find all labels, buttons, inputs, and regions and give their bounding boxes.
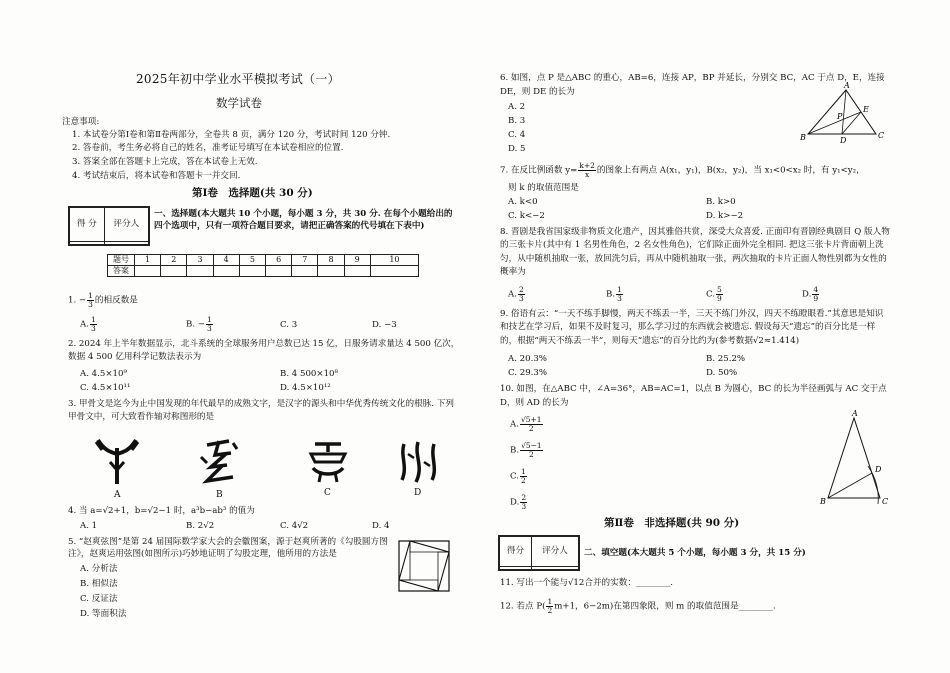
- q7-stem-line2: 则 k 的取值范围是: [508, 183, 579, 193]
- q6-triangle-figure: [800, 81, 890, 146]
- q9-stem: 9. 俗语有云：“一天不练手脚慢，两天不练丢一半，三天不练门外汉，四天不练瞪眼看.”其意思是知识和技艺在学习后，如果不及时复习，那么学习过的东西就会被遗忘. 假设每天“遗忘”的百分比是一样的，根据“两天不练丢一半”，则每天“遗忘”的百分比约为(参考数据√2≈1.414): [500, 309, 884, 346]
- q2-option-c: C. 4.5×10¹¹: [80, 383, 131, 393]
- q3-label-d: D: [414, 488, 422, 498]
- q4-option-c: C. 4√2: [280, 521, 309, 531]
- notice-item: 3. 答案全部在答题卡上完成，答在本试卷上无效.: [72, 157, 258, 167]
- q10-option-b: B. $\frac{√5-1}{2}$: [510, 441, 542, 459]
- fig-label: D: [875, 465, 882, 474]
- score-label: 得分: [500, 537, 532, 567]
- notice-heading: 注意事项:: [62, 117, 100, 127]
- q7-stem: 7. 在反比例函数 y= $\frac{k+2}{x}$ 的图象上有两点 A(x₁，y₁)，B(x₂，y₂)，当 x₁<0<x₂ 时，有 y₁<y₂，: [500, 161, 865, 179]
- q5-option-b: B. 相似法: [80, 579, 118, 589]
- score-cell[interactable]: [70, 242, 105, 245]
- answer-table-number: 6: [266, 255, 292, 266]
- q10-option-d: D. $\frac{2}{3}$: [510, 493, 527, 511]
- q4-option-b: B. 2√2: [186, 521, 215, 531]
- q7-option-c: C. k<−2: [508, 211, 545, 221]
- fig-label: E: [863, 105, 869, 114]
- answer-table: [107, 254, 419, 277]
- q2-stem: 2. 2024 年上半年数据显示，北斗系统的全球服务用户总数已达 15 亿，日服务请求量达 4 500 亿次，数据 4 500 亿用科学记数法表示为: [68, 339, 460, 363]
- q11-stem: 11. 写出一个能与√12合并的实数：________.: [500, 578, 674, 588]
- q1-option-a: A. $\frac{1}{3}$: [80, 315, 96, 333]
- answer-table-number: 7: [292, 255, 318, 266]
- q3-label-b: B: [216, 490, 223, 500]
- answer-table-number: 5: [239, 255, 265, 266]
- q10-option-c: C. $\frac{1}{2}$: [510, 467, 526, 485]
- score-label: 得 分: [70, 208, 105, 242]
- oracle-glyph-d: [396, 440, 442, 484]
- q5-option-a: A. 分析法: [80, 564, 118, 574]
- q10-triangle-figure: [820, 409, 890, 506]
- fig-label: C: [878, 131, 885, 140]
- q9-option-b: B. 25.2%: [706, 354, 746, 364]
- q8-option-d: D. $\frac{4}{9}$: [802, 285, 819, 303]
- q10-stem: 10. 如图，在△ABC 中，∠A=36°，AB=AC=1，以点 B 为圆心，BC 的长为半径画弧与 AC 交于点 D，则 AD 的长为: [500, 384, 887, 408]
- zhao-shuang-diagram: [398, 540, 450, 592]
- q3-label-c: C: [324, 488, 331, 498]
- q10-option-a: A. $\frac{√5+1}{2}$: [510, 415, 542, 433]
- answer-table-label: 题号: [108, 255, 135, 266]
- q2-option-d: D. 4.5×10¹²: [280, 383, 331, 393]
- fig-label: D: [840, 136, 847, 145]
- q12-stem: 12. 若点 P( $\frac{1}{2}$ m+1，6−2m)在第四象限，则 m 的取值范围是________.: [500, 597, 776, 615]
- answer-cell[interactable]: [239, 266, 265, 277]
- answer-table-number: 3: [187, 255, 213, 266]
- notice-item: 1. 本试卷分第Ⅰ卷和第Ⅱ卷两部分，全卷共 8 页，满分 120 分，考试时间 120 分钟.: [72, 130, 391, 140]
- q1-option-d: D. −3: [372, 320, 397, 330]
- grader-label: 评分人: [531, 537, 578, 567]
- part1-instruction: 一、选择题(本大题共 10 个小题，每小题 3 分，共 30 分. 在每个小题给出的四个选项中，只有一项符合题目要求，请把正确答案的代号填在下表中): [154, 209, 453, 232]
- answer-cell[interactable]: [266, 266, 292, 277]
- score-box: [68, 206, 150, 246]
- q6-option-d: D. 5: [508, 144, 526, 154]
- q8-option-b: B. $\frac{1}{3}$: [606, 285, 622, 303]
- answer-table-number: 8: [318, 255, 344, 266]
- q7-option-b: B. k>0: [706, 197, 736, 207]
- q9-option-a: A. 20.3%: [508, 354, 547, 364]
- score-box-part2: [498, 535, 580, 571]
- q5-stem: 5. “赵爽弦图”是第 24 届国际数学家大会的会徽图案，源于赵爽所著的《勾股圆方图注》，赵爽运用弦图(如图所示)巧妙地证明了勾股定理，他所用的方法是: [68, 537, 388, 560]
- answer-table-number: 4: [213, 255, 239, 266]
- notice-item: 2. 答卷前，考生务必将自己的姓名，准考证号填写在本试卷相应的位置.: [72, 143, 344, 153]
- q8-option-c: C. $\frac{5}{9}$: [706, 285, 722, 303]
- q3-stem: 3. 甲骨文是迄今为止中国发现的年代最早的成熟文字，是汉字的源头和中华优秀传统文化的根脉. 下列甲骨文中，可大致看作轴对称图形的是: [68, 399, 454, 423]
- answer-cell[interactable]: [370, 266, 418, 277]
- answer-cell[interactable]: [161, 266, 187, 277]
- answer-table-number: 10: [370, 255, 418, 266]
- answer-table-number: 1: [135, 255, 161, 266]
- fig-label: P: [837, 112, 843, 121]
- oracle-glyph-b: [197, 437, 243, 487]
- answer-cell[interactable]: [344, 266, 370, 277]
- exam-subtitle: 数学试卷: [216, 96, 262, 110]
- grader-cell[interactable]: [104, 242, 148, 245]
- q9-option-d: D. 50%: [706, 368, 738, 378]
- answer-table-number: 2: [161, 255, 187, 266]
- q1-option-c: C. 3: [280, 320, 298, 330]
- q6-option-c: C. 4: [508, 130, 526, 140]
- q8-option-a: A. $\frac{2}{3}$: [508, 285, 524, 303]
- q6-option-a: A. 2: [508, 102, 526, 112]
- q9-option-c: C. 29.3%: [508, 368, 548, 378]
- q5-option-d: D. 等面积法: [80, 609, 127, 619]
- q4-option-d: D. 4: [372, 521, 390, 531]
- q3-label-a: A: [114, 490, 121, 500]
- q6-stem: 6. 如图，点 P 是△ABC 的重心，AB=6，连接 AP，BP 并延长，分别交 BC，AC 于点 D，E，连接 DE，则 DE 的长为: [500, 73, 885, 97]
- part2-instruction: 二、填空题(本大题共 5 个小题，每小题 3 分，共 15 分): [584, 548, 806, 558]
- score-cell[interactable]: [500, 567, 532, 570]
- part1-title: 第Ⅰ卷 选择题(共 30 分): [192, 187, 313, 199]
- oracle-glyph-a: [92, 436, 142, 488]
- exam-title: 2025年初中学业水平模拟考试（一）: [136, 72, 340, 86]
- grader-cell[interactable]: [531, 567, 578, 570]
- q5-option-c: C. 反证法: [80, 594, 118, 604]
- q4-option-a: A. 1: [80, 521, 98, 531]
- q2-option-b: B. 4 500×10⁸: [280, 369, 338, 379]
- q6-option-b: B. 3: [508, 116, 526, 126]
- answer-cell[interactable]: [318, 266, 344, 277]
- q2-option-a: A. 4.5×10⁹: [80, 369, 127, 379]
- answer-cell[interactable]: [292, 266, 318, 277]
- answer-table-label: 答案: [108, 266, 135, 277]
- q7-option-a: A. k<0: [508, 197, 538, 207]
- oracle-glyph-c: [305, 440, 351, 484]
- q8-stem: 8. 晋剧是我省国家级非物质文化遗产，因其雅俗共赏，深受大众喜爱. 正面印有晋剧经典剧目 Q 版人物的三张卡片(其中有 1 名男性角色，2 名女性角色)，它们除正面外完全相同. 把这三张卡片背面朝上洗匀，从中随机抽取一张，放回洗匀后，再从中随机抽取一张，两次抽取的卡片正面人物性别都为女性的概率为: [500, 227, 890, 277]
- q1-stem: 1. − $\frac{1}{3}$ 的相反数是: [68, 291, 138, 309]
- fig-label: A: [852, 409, 858, 418]
- q1-option-b: B. − $\frac{1}{3}$: [186, 315, 212, 333]
- fig-label: B: [800, 133, 806, 142]
- answer-cell[interactable]: [187, 266, 213, 277]
- answer-cell[interactable]: [213, 266, 239, 277]
- fig-label: B: [820, 497, 826, 506]
- answer-cell[interactable]: [135, 266, 161, 277]
- fig-label: C: [882, 497, 889, 506]
- fig-label: A: [844, 81, 850, 90]
- answer-table-number: 9: [344, 255, 370, 266]
- q4-stem: 4. 当 a=√2+1，b=√2−1 时，a³b−ab³ 的值为: [68, 506, 255, 516]
- grader-label: 评分人: [104, 208, 148, 242]
- notice-item: 4. 考试结束后，将本试卷和答题卡一并交回.: [72, 171, 241, 181]
- part2-title: 第Ⅱ卷 非选择题(共 90 分): [604, 517, 740, 529]
- q7-option-d: D. k>−2: [706, 211, 744, 221]
